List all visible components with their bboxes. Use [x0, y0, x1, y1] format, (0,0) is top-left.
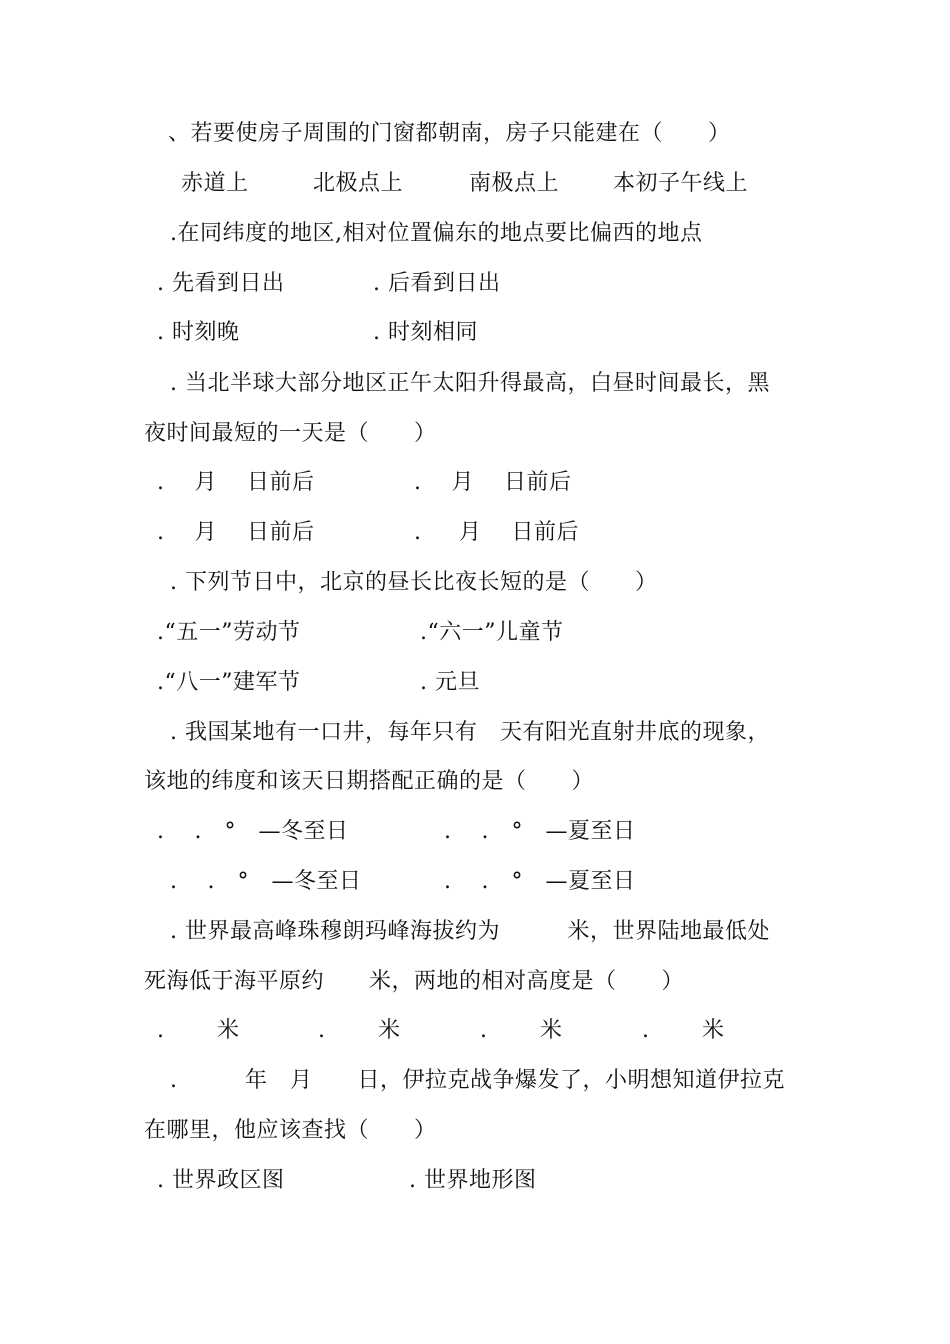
question-3-option-b: . 月 日前后 — [414, 470, 572, 495]
question-1-stem: 、若要使房子周围的门窗都朝南，房子只能建在（ ） — [168, 121, 731, 146]
question-2-option-b: . 后看到日出 — [373, 271, 501, 296]
question-6-option-b: . 米 — [318, 1018, 401, 1043]
question-5-option-d: . . ° —夏至日 — [444, 869, 636, 894]
question-3-stem-line2: 夜时间最短的一天是（ ） — [144, 421, 437, 446]
question-6-stem-line1: . 世界最高峰珠穆朗玛峰海拔约为 米，世界陆地最低处 — [170, 919, 770, 944]
question-4-option-b: .“六一”儿童节 — [420, 620, 564, 645]
question-1-option-a: 赤道上 — [181, 171, 249, 196]
question-3-option-c: . 月 日前后 — [157, 520, 315, 545]
question-6-option-d: . 米 — [642, 1018, 725, 1043]
question-6-stem-line2: 死海低于海平原约 米，两地的相对高度是（ ） — [144, 969, 685, 994]
question-7-option-b: . 世界地形图 — [409, 1168, 537, 1193]
question-5-option-b: . . ° —夏至日 — [444, 819, 636, 844]
question-3-stem-line1: . 当北半球大部分地区正午太阳升得最高，白昼时间最长，黑 — [170, 371, 770, 396]
question-5-stem-line1: . 我国某地有一口井，每年只有 天有阳光直射井底的现象， — [170, 720, 770, 745]
question-3-option-d: . 月 日前后 — [414, 520, 579, 545]
question-1-option-c: 南极点上 — [469, 171, 560, 196]
question-5-option-a: . . ° —冬至日 — [157, 819, 349, 844]
question-5-stem-line2: 该地的纬度和该天日期搭配正确的是（ ） — [144, 769, 595, 794]
question-6-option-a: . 米 — [157, 1018, 240, 1043]
question-7-stem-line1: . 年 月 日，伊拉克战争爆发了，小明想知道伊拉克 — [170, 1068, 785, 1093]
question-2-option-a: . 先看到日出 — [157, 271, 285, 296]
question-4-option-c: .“八一”建军节 — [157, 670, 301, 695]
question-5-option-c: . . ° —冬至日 — [170, 869, 362, 894]
question-1-option-d: 本初子午线上 — [613, 171, 749, 196]
question-1-option-b: 北极点上 — [313, 171, 404, 196]
question-2-option-c: . 时刻晚 — [157, 320, 240, 345]
question-7-stem-line2: 在哪里，他应该查找（ ） — [144, 1118, 437, 1143]
question-4-option-d: . 元旦 — [420, 670, 480, 695]
question-7-option-a: . 世界政区图 — [157, 1168, 285, 1193]
question-4-stem: . 下列节日中，北京的昼长比夜长短的是（ ） — [170, 570, 658, 595]
question-2-stem: .在同纬度的地区,相对位置偏东的地点要比偏西的地点 — [170, 221, 703, 246]
question-4-option-a: .“五一”劳动节 — [157, 620, 301, 645]
question-3-option-a: . 月 日前后 — [157, 470, 315, 495]
question-2-option-d: . 时刻相同 — [373, 320, 478, 345]
question-6-option-c: . 米 — [480, 1018, 563, 1043]
